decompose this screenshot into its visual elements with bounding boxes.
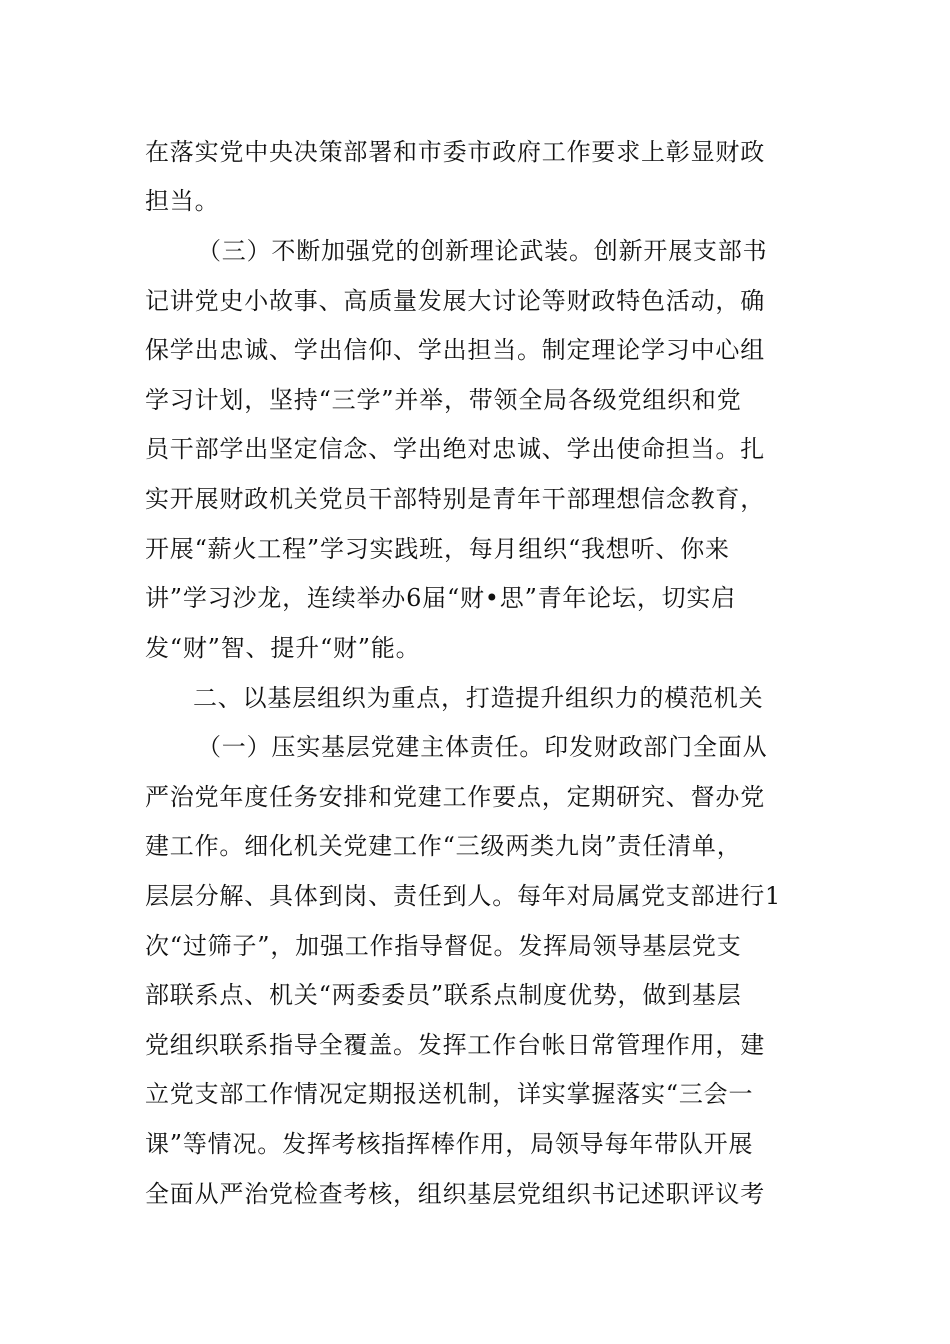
body-text-line: 发“财”智、提升“财”能。 xyxy=(145,634,421,662)
body-text-line: 实开展财政机关党员干部特别是青年干部理想信念教育， xyxy=(145,485,765,513)
body-text-line: 次“过筛子”，加强工作指导督促。发挥局领导基层党支 xyxy=(145,932,742,960)
section-heading-1: （一）压实基层党建主体责任。印发财政部门全面从 xyxy=(197,733,768,761)
body-text-line: 严治党年度任务安排和党建工作要点，定期研究、督办党 xyxy=(145,783,765,811)
body-text-line: 讲”学习沙龙，连续举办6届“财•思”青年论坛，切实启 xyxy=(145,584,737,612)
body-text-line: 记讲党史小故事、高质量发展大讨论等财政特色活动，确 xyxy=(145,287,765,315)
body-text-line: 立党支部工作情况定期报送机制，详实掌握落实“三会一 xyxy=(145,1080,754,1108)
body-text-line: 保学出忠诚、学出信仰、学出担当。制定理论学习中心组 xyxy=(145,336,765,364)
body-text-line: 课”等情况。发挥考核指挥棒作用，局领导每年带队开展 xyxy=(145,1130,754,1158)
body-text-line: 部联系点、机关“两委委员”联系点制度优势，做到基层 xyxy=(145,981,742,1009)
body-text-line: 层层分解、具体到岗、责任到人。每年对局属党支部进行1 xyxy=(145,882,782,910)
body-text-line: 员干部学出坚定信念、学出绝对忠诚、学出使命担当。扎 xyxy=(145,435,765,463)
body-text-line: 担当。 xyxy=(145,187,220,215)
body-text-line: 党组织联系指导全覆盖。发挥工作台帐日常管理作用，建 xyxy=(145,1031,765,1059)
body-text-line: 开展“薪火工程”学习实践班，每月组织“我想听、你来 xyxy=(145,535,730,563)
chapter-heading: 二、以基层组织为重点，打造提升组织力的模范机关 xyxy=(193,684,764,712)
body-text-line: 全面从严治党检查考核，组织基层党组织书记述职评议考 xyxy=(145,1180,765,1208)
body-text-line: 建工作。细化机关党建工作“三级两类九岗”责任清单， xyxy=(145,832,742,860)
body-text-line: 在落实党中央决策部署和市委市政府工作要求上彰显财政 xyxy=(145,138,765,166)
section-heading-3: （三）不断加强党的创新理论武装。创新开展支部书 xyxy=(197,237,768,265)
body-text-line: 学习计划，坚持“三学”并举，带领全局各级党组织和党 xyxy=(145,386,742,414)
